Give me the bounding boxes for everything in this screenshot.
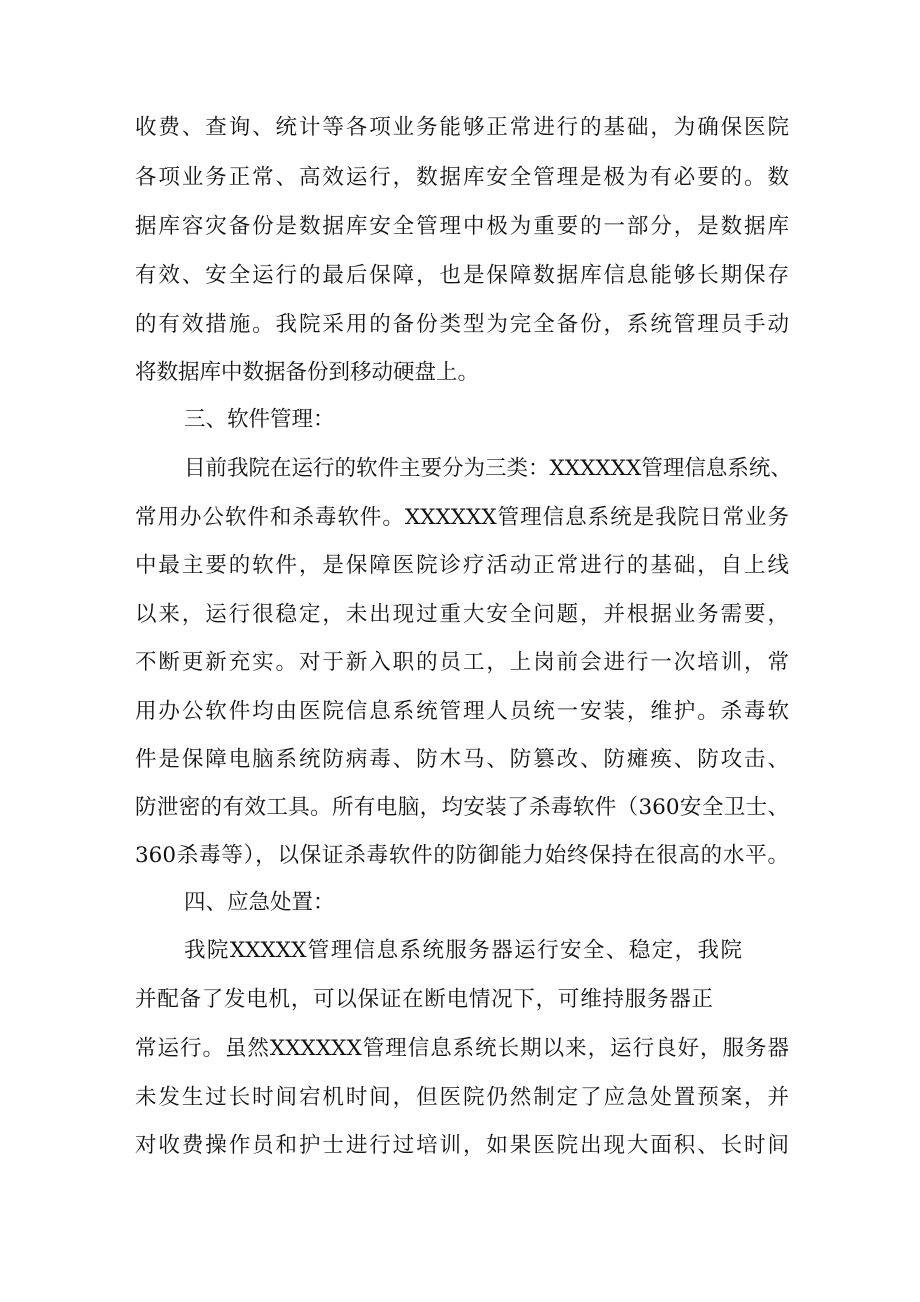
body-text-line: 将数据库中数据备份到移动硬盘上。 [135,360,480,385]
body-text-line: 以来，运行很稳定，未出现过重大安全问题，并根据业务需要， [135,602,789,627]
body-text-line: 件是保障电脑系统防病毒、防木马、防篡改、防瘫痪、防攻击、 [135,747,789,772]
body-text-line: 不断更新充实。对于新入职的员工，上岗前会进行一次培训，常 [135,650,789,675]
body-text-line: 有效、安全运行的最后保障，也是保障数据库信息能够长期保存 [135,263,789,288]
body-text-line: 的有效措施。我院采用的备份类型为完全备份，系统管理员手动 [135,312,789,337]
body-text-line: 防泄密的有效工具。所有电脑，均安装了杀毒软件（360安全卫士、 [135,795,789,820]
paragraph-first-line: 我院XXXXX管理信息系统服务器运行安全、稳定，我院 [184,938,742,963]
body-text-line: 用办公软件均由医院信息系统管理人员统一安装，维护。杀毒软 [135,699,789,724]
body-text-line: 据库容灾备份是数据库安全管理中极为重要的一部分，是数据库 [135,214,789,239]
body-text-line: 并配备了发电机，可以保证在断电情况下，可维持服务器正 [135,987,713,1012]
body-text-line: 未发生过长时间宕机时间，但医院仍然制定了应急处置预案，并 [135,1085,789,1110]
section-heading-software: 三、软件管理： [184,407,335,432]
body-text-line: 对收费操作员和护士进行过培训，如果医院出现大面积、长时间 [135,1133,789,1158]
body-text-line: 各项业务正常、高效运行，数据库安全管理是极为有必要的。数 [135,165,789,190]
paragraph-first-line: 目前我院在运行的软件主要分为三类：XXXXXX管理信息系统、 [184,456,792,481]
body-text-line: 360杀毒等），以保证杀毒软件的防御能力始终保持在很高的水平。 [135,843,789,868]
body-text-line: 常运行。虽然XXXXXX管理信息系统长期以来，运行良好，服务器 [135,1036,789,1061]
body-text-line: 中最主要的软件，是保障医院诊疗活动正常进行的基础，自上线 [135,553,789,578]
section-heading-emergency: 四、应急处置： [184,890,335,915]
body-text-line: 收费、查询、统计等各项业务能够正常进行的基础，为确保医院 [135,115,789,140]
body-text-line: 常用办公软件和杀毒软件。XXXXXX管理信息系统是我院日常业务 [135,505,789,530]
